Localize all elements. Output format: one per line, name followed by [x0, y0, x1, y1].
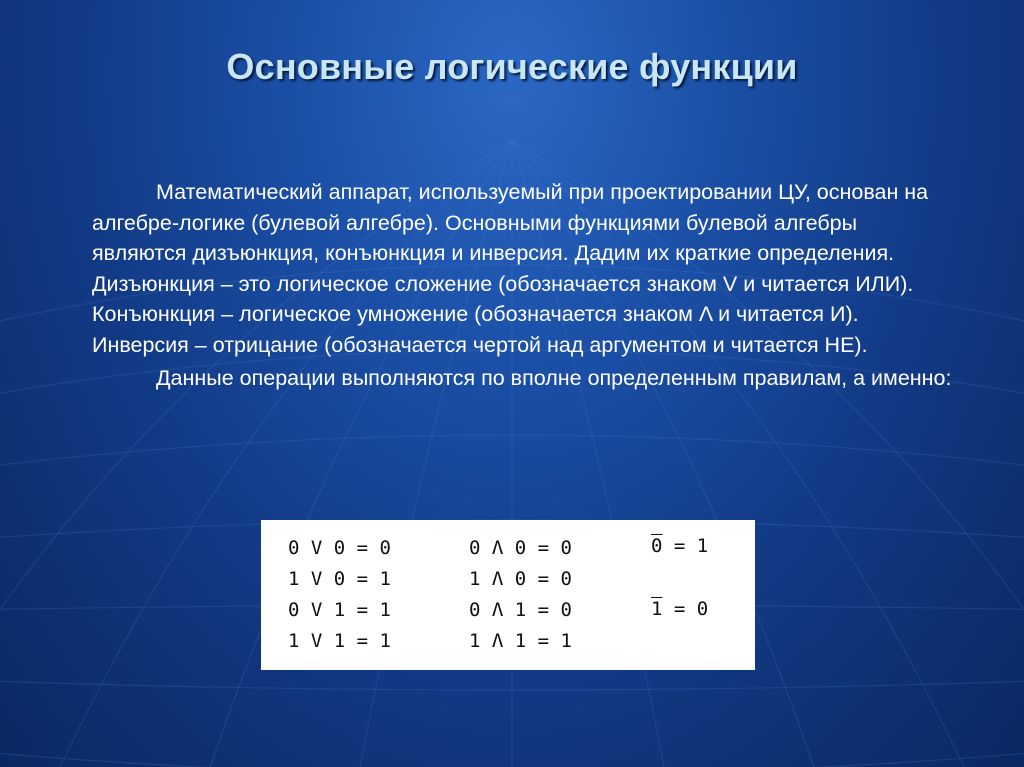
- body-paragraph-rules-intro: Данные операции выполняются по вполне определенным правилам, а именно:: [156, 365, 952, 390]
- conjunction-rule: 0 Λ 0 = 0: [469, 537, 572, 559]
- conjunction-rule: 1 Λ 1 = 1: [469, 630, 572, 652]
- conjunction-rule: 1 Λ 0 = 0: [469, 568, 572, 590]
- disjunction-rule: 0 V 1 = 1: [288, 599, 391, 621]
- slide-body: [92, 177, 952, 393]
- inversion-rule: [651, 597, 708, 621]
- logic-rules-grid: [261, 520, 755, 670]
- conjunction-rule: 0 Λ 1 = 0: [469, 599, 572, 621]
- slide-title: Основные логические функции: [226, 46, 798, 87]
- inverted-operand: 0: [651, 535, 663, 557]
- inversion-result: = 1: [662, 535, 709, 557]
- disjunction-rule: 0 V 0 = 0: [288, 537, 391, 559]
- body-paragraph-definitions: Математический аппарат, используемый при проектировании ЦУ, основан на алгебре-логике (булевой алгебре). Основными функциями булевой алгебры являются дизъюнкция, конъюнкция и инверсия. Дадим их краткие определения. Дизъюнкция – это логическое сложение (обозначается знаком V и читается ИЛИ). Конъюнкция – логическое умножение (обозначается знаком Λ и читается И). Инверсия – отрицание (обозначается чертой над аргументом и читается НЕ).: [92, 180, 929, 357]
- disjunction-rule: 1 V 1 = 1: [288, 630, 391, 652]
- inversion-rule: [651, 534, 708, 558]
- logic-rules-table: [261, 520, 755, 670]
- inverted-operand: 1: [651, 598, 663, 620]
- inversion-result: = 0: [662, 598, 709, 620]
- disjunction-rule: 1 V 0 = 1: [288, 568, 391, 590]
